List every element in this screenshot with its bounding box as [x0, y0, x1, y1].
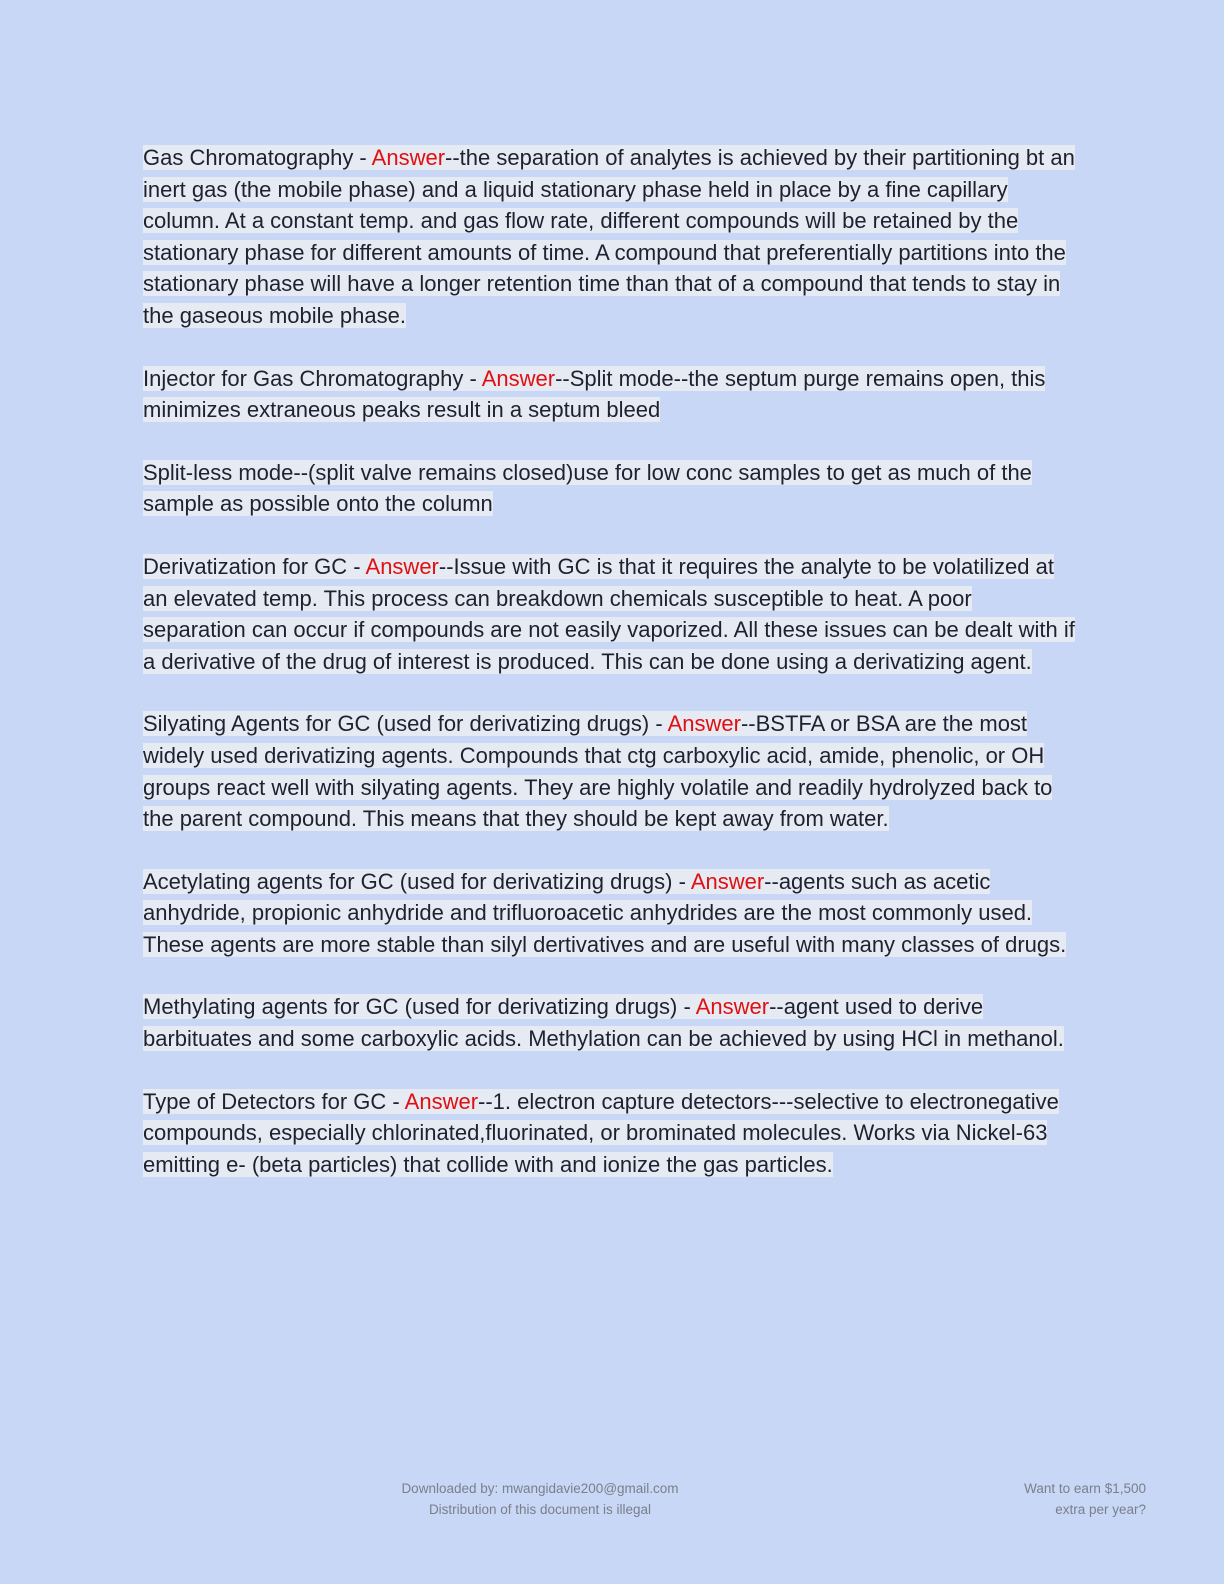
highlighted-text [143, 994, 1064, 1051]
entry-body: --Split mode--the septum purge remains open, this minimizes extraneous peaks result in a septum bleed [143, 365, 1046, 423]
entry-silyating-agents [143, 708, 1078, 834]
downloaded-by-text: Downloaded by: mwangidavie200@gmail.com [401, 1481, 679, 1496]
highlighted-text [143, 460, 1032, 517]
entry-term: Gas Chromatography - [143, 145, 372, 170]
answer-label: Answer [667, 711, 741, 737]
entry-body: --Issue with GC is that it requires the analyte to be volatilized at an elevated temp. This process can breakdown chemicals susceptible to heat. A poor separation can occur if compounds are not easily vaporized. All these issues can be dealt with if a derivative of the drug of interest is produced. This can be done using a derivatizing agent. [143, 553, 1075, 674]
entry-detectors [143, 1086, 1078, 1181]
entry-methylating-agents [143, 991, 1078, 1054]
entry-derivatization [143, 551, 1078, 677]
entry-term: Type of Detectors for GC - [143, 1088, 405, 1114]
promo-line-2[interactable]: extra per year? [1055, 1502, 1146, 1517]
answer-label: Answer [371, 145, 446, 170]
answer-label: Answer [695, 994, 770, 1020]
distribution-notice: Distribution of this document is illegal [428, 1502, 652, 1517]
answer-label: Answer [404, 1088, 479, 1114]
answer-label: Answer [365, 553, 439, 579]
entry-body: --agent used to derive barbituates and some carboxylic acids. Methylation can be achieved by using HCl in methanol. [143, 994, 1064, 1052]
entry-term: Injector for Gas Chromatography - [143, 365, 482, 391]
entry-gas-chromatography [143, 142, 1078, 332]
entry-term: Silyating Agents for GC (used for derivatizing drugs) - [143, 711, 668, 737]
entry-injector [143, 363, 1078, 426]
entry-term: Acetylating agents for GC (used for derivatizing drugs) - [143, 868, 691, 894]
highlighted-text [143, 145, 1075, 328]
document-body [143, 142, 1078, 1211]
entry-body: --the separation of analytes is achieved by their partitioning bt an inert gas (the mobile phase) and a liquid stationary phase held in place by a fine capillary column. At a constant temp. and gas flow rate, different compounds will be retained by the stationary phase for different amounts of time. A compound that preferentially partitions into the stationary phase will have a longer retention time than that of a compound that tends to stay in the gaseous mobile phase. [143, 145, 1075, 328]
highlighted-text [143, 554, 1075, 674]
entry-splitless-mode [143, 457, 1078, 520]
highlighted-text [143, 711, 1052, 831]
entry-term: Derivatization for GC - [143, 553, 366, 579]
entry-term: Methylating agents for GC (used for derivatizing drugs) - [143, 994, 696, 1020]
entry-body: --agents such as acetic anhydride, propionic anhydride and trifluoroacetic anhydrides are the most commonly used. These agents are more stable than silyl dertivatives and are useful with many classes of drugs. [143, 868, 1067, 957]
promo-line-1[interactable]: Want to earn $1,500 [1024, 1481, 1146, 1496]
promo-footer[interactable] [886, 1478, 1146, 1520]
entry-body: Split-less mode--(split valve remains closed)use for low conc samples to get as much of the sample as possible onto the column [143, 459, 1032, 517]
highlighted-text [143, 869, 1066, 957]
answer-label: Answer [481, 365, 556, 391]
entry-body: --BSTFA or BSA are the most widely used derivatizing agents. Compounds that ctg carboxylic acid, amide, phenolic, or OH groups react well with silyating agents. They are highly volatile and readily hydrolyzed back to the parent compound. This means that they should be kept away from water. [143, 711, 1053, 832]
entry-acetylating-agents [143, 866, 1078, 961]
highlighted-text [143, 366, 1045, 423]
entry-body: --1. electron capture detectors---selective to electronegative compounds, especially chlorinated,fluorinated, or brominated molecules. Works via Nickel-63 emitting e- (beta particles) that collide with and ionize the gas particles. [143, 1088, 1059, 1177]
download-footer [330, 1478, 750, 1520]
answer-label: Answer [690, 868, 765, 894]
highlighted-text [143, 1089, 1059, 1177]
